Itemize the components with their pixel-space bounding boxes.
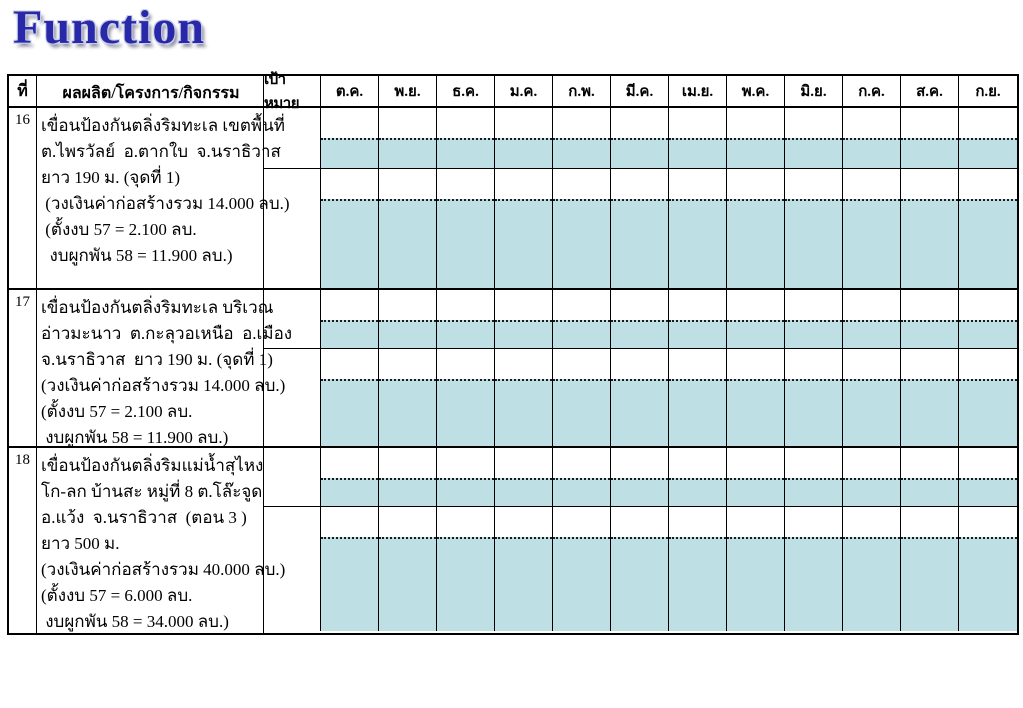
gantt-bar — [901, 379, 958, 446]
gantt-month-cell — [611, 448, 669, 506]
gantt-bar — [495, 478, 552, 506]
gantt-month-cell — [379, 108, 437, 168]
gantt-bar — [843, 537, 900, 631]
gantt-bar — [669, 199, 726, 288]
header-month-may: พ.ค. — [727, 76, 785, 106]
gantt-month-cell — [901, 448, 959, 506]
header-no: ที่ — [9, 76, 37, 106]
gantt-month-cell — [669, 507, 727, 631]
gantt-bar — [611, 320, 668, 348]
gantt-month-cell — [843, 169, 901, 288]
gantt-bar — [553, 320, 610, 348]
gantt-month-cell — [437, 349, 495, 446]
gantt-month-cell — [495, 507, 553, 631]
target-cell — [264, 108, 321, 168]
description-line: โก-ลก บ้านสะ หมู่ที่ 8 ต.โล๊ะจูด — [41, 482, 263, 501]
gantt-month-cell — [553, 290, 611, 348]
gantt-bar — [901, 478, 958, 506]
gantt-month-cell — [321, 448, 379, 506]
gantt-month-cell — [379, 507, 437, 631]
gantt-bar — [785, 199, 842, 288]
gantt-bar — [321, 537, 378, 631]
description-line: เขื่อนป้องกันตลิ่งริมทะเล เขตพื้นที่ — [41, 116, 285, 135]
description-line: งบผูกพัน 58 = 34.000 ลบ.) — [41, 612, 229, 631]
schedule-table — [7, 74, 1019, 635]
description-line: (วงเงินค่าก่อสร้างรวม 40.000 ลบ.) — [41, 560, 286, 579]
gantt-month-cell — [901, 108, 959, 168]
gantt-bar — [959, 320, 1017, 348]
gantt-subrow — [264, 290, 1017, 349]
gantt-bar — [669, 478, 726, 506]
gantt-month-cell — [669, 108, 727, 168]
gantt-month-cell — [959, 448, 1017, 506]
gantt-bar — [437, 199, 494, 288]
gantt-bar — [553, 379, 610, 446]
gantt-month-cell — [437, 169, 495, 288]
gantt-month-cell — [321, 507, 379, 631]
description-line: ยาว 500 ม. — [41, 534, 120, 553]
gantt-month-cell — [785, 169, 843, 288]
gantt-bar — [843, 138, 900, 168]
gantt-month-cell — [611, 169, 669, 288]
gantt-month-cell — [611, 108, 669, 168]
description-line: อ่าวมะนาว ต.กะลุวอเหนือ อ.เมือง — [41, 324, 293, 343]
gantt-bar — [843, 199, 900, 288]
gantt-month-cell — [379, 448, 437, 506]
project-description — [37, 290, 293, 447]
gantt-month-cell — [669, 349, 727, 446]
gantt-month-cell — [437, 448, 495, 506]
project-row-18 — [9, 448, 1017, 633]
gantt-month-cell — [727, 507, 785, 631]
gantt-bar — [495, 537, 552, 631]
gantt-bar — [611, 537, 668, 631]
gantt-bar — [611, 138, 668, 168]
gantt-bar — [611, 379, 668, 446]
gantt-bar — [901, 537, 958, 631]
gantt-subrow — [264, 349, 1017, 446]
gantt-bar — [611, 478, 668, 506]
header-target: เป้าหมาย — [264, 76, 321, 106]
gantt-bar — [727, 537, 784, 631]
description-line: อ.แว้ง จ.นราธิวาส (ตอน 3 ) — [41, 508, 247, 527]
row-number: 18 — [9, 448, 37, 633]
table-header-row — [9, 72, 1017, 112]
gantt-bar — [959, 138, 1017, 168]
header-month-jan: ม.ค. — [495, 76, 553, 106]
gantt-month-cell — [495, 349, 553, 446]
description-line: งบผูกพัน 58 = 11.900 ลบ.) — [41, 246, 233, 265]
gantt-month-cell — [727, 290, 785, 348]
target-cell — [264, 169, 321, 288]
gantt-bar — [727, 199, 784, 288]
gantt-month-cell — [379, 349, 437, 446]
header-month-mar: มี.ค. — [611, 76, 669, 106]
gantt-bar — [785, 138, 842, 168]
gantt-month-cell — [495, 169, 553, 288]
gantt-bar — [553, 478, 610, 506]
gantt-month-cell — [437, 507, 495, 631]
target-cell — [264, 290, 321, 348]
gantt-bar — [379, 320, 436, 348]
gantt-month-cell — [785, 448, 843, 506]
gantt-month-cell — [553, 507, 611, 631]
gantt-bar — [553, 138, 610, 168]
gantt-month-cell — [901, 169, 959, 288]
gantt-area — [264, 108, 1017, 288]
gantt-bar — [321, 320, 378, 348]
gantt-month-cell — [901, 349, 959, 446]
gantt-bar — [785, 537, 842, 631]
row-number: 16 — [9, 108, 37, 288]
target-cell — [264, 349, 321, 446]
gantt-month-cell — [437, 108, 495, 168]
gantt-month-cell — [611, 349, 669, 446]
gantt-month-cell — [727, 448, 785, 506]
gantt-month-cell — [495, 290, 553, 348]
gantt-month-cell — [785, 108, 843, 168]
gantt-month-cell — [669, 290, 727, 348]
gantt-bar — [437, 379, 494, 446]
gantt-bar — [959, 199, 1017, 288]
gantt-bar — [669, 320, 726, 348]
gantt-bar — [669, 379, 726, 446]
header-month-jul: ก.ค. — [843, 76, 901, 106]
project-row-16 — [9, 108, 1017, 290]
description-line: เขื่อนป้องกันตลิ่งริมทะเล บริเวณ — [41, 298, 274, 317]
gantt-month-cell — [959, 169, 1017, 288]
gantt-bar — [437, 478, 494, 506]
gantt-month-cell — [843, 108, 901, 168]
gantt-month-cell — [495, 108, 553, 168]
gantt-bar — [785, 379, 842, 446]
gantt-bar — [727, 379, 784, 446]
gantt-month-cell — [727, 349, 785, 446]
description-line: จ.นราธิวาส ยาว 190 ม. (จุดที่ 1) — [41, 350, 273, 369]
gantt-subrow — [264, 169, 1017, 288]
gantt-bar — [437, 320, 494, 348]
header-month-aug: ส.ค. — [901, 76, 959, 106]
gantt-bar — [379, 138, 436, 168]
gantt-bar — [669, 537, 726, 631]
gantt-month-cell — [901, 507, 959, 631]
gantt-bar — [321, 199, 378, 288]
gantt-month-cell — [553, 108, 611, 168]
gantt-month-cell — [843, 448, 901, 506]
gantt-bar — [495, 379, 552, 446]
gantt-month-cell — [495, 448, 553, 506]
gantt-subrow — [264, 108, 1017, 169]
gantt-bar — [959, 537, 1017, 631]
header-month-feb: ก.พ. — [553, 76, 611, 106]
gantt-month-cell — [611, 507, 669, 631]
gantt-bar — [611, 199, 668, 288]
gantt-bar — [379, 478, 436, 506]
gantt-month-cell — [959, 290, 1017, 348]
gantt-month-cell — [321, 290, 379, 348]
description-line: (วงเงินค่าก่อสร้างรวม 14.000 ลบ.) — [41, 376, 286, 395]
gantt-month-cell — [959, 108, 1017, 168]
project-description — [37, 448, 286, 633]
gantt-bar — [785, 320, 842, 348]
gantt-month-cell — [611, 290, 669, 348]
gantt-month-cell — [321, 169, 379, 288]
gantt-month-cell — [727, 108, 785, 168]
description-line: (ตั้งงบ 57 = 2.100 ลบ. — [41, 220, 197, 239]
gantt-bar — [727, 478, 784, 506]
gantt-bar — [785, 478, 842, 506]
gantt-month-cell — [553, 448, 611, 506]
gantt-bar — [843, 320, 900, 348]
gantt-bar — [553, 537, 610, 631]
gantt-bar — [843, 379, 900, 446]
gantt-bar — [669, 138, 726, 168]
gantt-month-cell — [843, 349, 901, 446]
page-title: Function — [13, 1, 206, 54]
target-cell — [264, 448, 321, 506]
row-number: 17 — [9, 290, 37, 446]
gantt-month-cell — [321, 108, 379, 168]
description-line: ยาว 190 ม. (จุดที่ 1) — [41, 168, 181, 187]
gantt-bar — [959, 478, 1017, 506]
header-month-sep: ก.ย. — [975, 84, 1001, 100]
description-line: (วงเงินค่าก่อสร้างรวม 14.000 ลบ.) — [41, 194, 290, 213]
description-line: งบผูกพัน 58 = 11.900 ลบ.) — [41, 428, 229, 447]
gantt-bar — [321, 478, 378, 506]
header-month-dec: ธ.ค. — [437, 76, 495, 106]
gantt-bar — [901, 138, 958, 168]
gantt-bar — [901, 320, 958, 348]
description-line: ต.ไพรวัลย์ อ.ตากใบ จ.นราธิวาส — [41, 142, 281, 161]
gantt-bar — [727, 138, 784, 168]
description-line: เขื่อนป้องกันตลิ่งริมแม่น้ำสุไหง — [41, 456, 264, 475]
header-month-nov: พ.ย. — [379, 76, 437, 106]
gantt-bar — [437, 138, 494, 168]
header-month-apr: เม.ย. — [669, 76, 727, 106]
description-line: (ตั้งงบ 57 = 6.000 ลบ. — [41, 586, 193, 605]
gantt-bar — [321, 138, 378, 168]
gantt-subrow — [264, 448, 1017, 507]
gantt-month-cell — [553, 349, 611, 446]
gantt-month-cell — [669, 169, 727, 288]
gantt-month-cell — [785, 507, 843, 631]
gantt-month-cell — [321, 349, 379, 446]
header-month-oct: ต.ค. — [321, 76, 379, 106]
gantt-month-cell — [379, 169, 437, 288]
header-project: ผลผลิต/โครงการ/กิจกรรม — [37, 76, 264, 106]
target-cell — [264, 507, 321, 631]
header-month-jun: มิ.ย. — [785, 76, 843, 106]
project-description — [37, 108, 290, 288]
gantt-bar — [379, 199, 436, 288]
gantt-bar — [379, 379, 436, 446]
project-row-17 — [9, 290, 1017, 448]
gantt-subrow — [264, 507, 1017, 631]
gantt-bar — [959, 379, 1017, 446]
gantt-bar — [727, 320, 784, 348]
description-line: (ตั้งงบ 57 = 2.100 ลบ. — [41, 402, 193, 421]
gantt-bar — [843, 478, 900, 506]
gantt-bar — [495, 320, 552, 348]
gantt-month-cell — [959, 349, 1017, 446]
gantt-month-cell — [379, 290, 437, 348]
gantt-bar — [321, 379, 378, 446]
gantt-bar — [553, 199, 610, 288]
gantt-month-cell — [901, 290, 959, 348]
gantt-bar — [495, 138, 552, 168]
gantt-area — [264, 290, 1017, 446]
gantt-area — [264, 448, 1017, 633]
gantt-month-cell — [727, 169, 785, 288]
gantt-month-cell — [437, 290, 495, 348]
gantt-month-cell — [843, 290, 901, 348]
gantt-month-cell — [785, 349, 843, 446]
gantt-month-cell — [669, 448, 727, 506]
gantt-bar — [437, 537, 494, 631]
gantt-bar — [495, 199, 552, 288]
gantt-month-cell — [843, 507, 901, 631]
gantt-month-cell — [785, 290, 843, 348]
gantt-month-cell — [959, 507, 1017, 631]
gantt-bar — [379, 537, 436, 631]
gantt-month-cell — [553, 169, 611, 288]
gantt-bar — [901, 199, 958, 288]
